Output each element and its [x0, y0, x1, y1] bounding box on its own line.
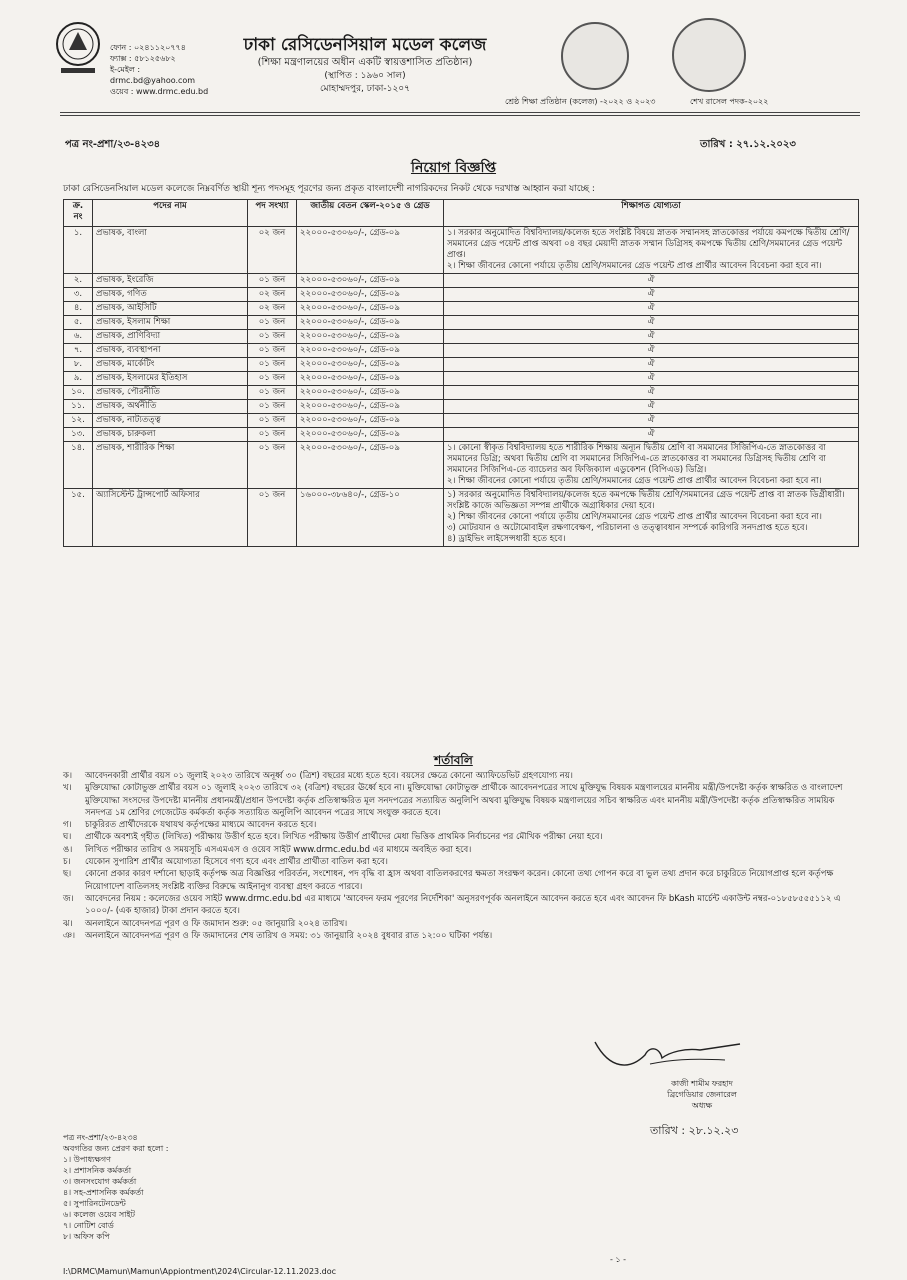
- condition-item: [63, 868, 863, 893]
- col-scale: জাতীয় বেতন স্কেল-২০১৫ ও গ্রেড: [297, 200, 444, 227]
- table-row: [64, 400, 859, 414]
- table-row: [64, 227, 859, 274]
- intro-text: ঢাকা রেসিডেনসিয়াল মডেল কলেজে নিম্নবর্ণিত স্থায়ী শূন্য পদসমূহ পূরণের জন্য প্রকৃত বাংলাদেশী নাগরিকদের নিকট থেকে দরখাস্ত আহ্বান করা যাচ্ছে :: [63, 184, 595, 194]
- condition-key: গ।: [63, 820, 72, 831]
- condition-key: ক।: [63, 771, 72, 781]
- cell-qualification: ঐ: [444, 344, 859, 358]
- cell-post: প্রভাষক, মার্কেটিং: [93, 358, 248, 372]
- cell-count: ০২ জন: [248, 302, 297, 316]
- cell-count: ০২ জন: [248, 227, 297, 274]
- college-logo: [55, 18, 101, 78]
- col-post: পদের নাম: [93, 200, 248, 227]
- condition-item: [63, 770, 863, 782]
- cell-scale: ২২০০০-৫৩০৬০/-, গ্রেড-০৯: [297, 414, 444, 428]
- cell-sl: ৩.: [64, 288, 93, 302]
- cell-sl: ৮.: [64, 358, 93, 372]
- cell-qualification: ঐ: [444, 400, 859, 414]
- signatory-title: অধ্যক্ষ: [691, 1101, 713, 1110]
- cell-post: প্রভাষক, ইংরেজি: [93, 274, 248, 288]
- table-row: [64, 442, 859, 489]
- condition-text: অনলাইনে আবেদনপত্র পূরণ ও ফি জমাদানের শেষ তারিখ ও সময়: ৩১ জানুয়ারি ২০২৪ বুধবার রাত ১২:০০ ঘটিকা পর্যন্ত।: [85, 930, 493, 941]
- copy-intro: অবগতির জন্য প্রেরণ করা হলো :: [63, 1144, 169, 1153]
- signature-date: তারিখ : ২৮.১২.২৩: [650, 1124, 739, 1137]
- cell-count: ০১ জন: [248, 414, 297, 428]
- cell-sl: ৫.: [64, 316, 93, 330]
- cell-post: প্রভাষক, ইসলামের ইতিহাস: [93, 372, 248, 386]
- cell-scale: ২২০০০-৫৩০৬০/-, গ্রেড-০৯: [297, 288, 444, 302]
- recipient-item: ৪। সহ-প্রশাসনিক কর্মকর্তা: [63, 1188, 144, 1197]
- condition-text: আবেদনকারী প্রার্থীর বয়স ০১ জুলাই ২০২৩ তারিখে অনূর্ধ্ব ৩০ (ত্রিশ) বছরের মধ্যে হতে হবে। বয়সের ক্ষেত্রে কোনো অ্যাফিডেভিট গ্রহণযোগ্য নয়।: [85, 771, 573, 781]
- cell-qualification: ১। সরকার অনুমোদিত বিশ্ববিদ্যালয়/কলেজ হতে সংশ্লিষ্ট বিষয়ে স্নাতক সম্মানসহ স্নাতকোত্তর পর্যায়ে কমপক্ষে দ্বিতীয় শ্রেণি/সমমানের গ্রেড পয়েন্ট প্রাপ্ত অথবা ০৪ বছর মেয়াদী স্নাতক সম্মান ডিগ্রিসহ কমপক্ষে দ্বিতীয় শ্রেণি/সমমানের গ্রেড পয়েন্ট প্রাপ্ত। ২। শিক্ষা জীবনের কোনো পর্যায়ে তৃতীয় শ্রেণি/সমমানের গ্রেড পয়েন্ট প্রাপ্ত প্রার্থীর আবেদন বিবেচনা করা হবে না।: [444, 227, 859, 274]
- cell-qualification: ঐ: [444, 274, 859, 288]
- cell-qualification: ঐ: [444, 414, 859, 428]
- condition-item: [63, 819, 863, 831]
- cell-count: ০১ জন: [248, 274, 297, 288]
- phone: ফোন : ০২৪১১২০৭৭৪: [110, 43, 186, 52]
- cell-count: ০১ জন: [248, 400, 297, 414]
- notice-date: তারিখ : ২৭.১২.২০২৩: [700, 139, 796, 150]
- condition-key: ঙ।: [63, 844, 73, 855]
- cell-qualification: ঐ: [444, 316, 859, 330]
- recipient-item: ৮। অফিস কপি: [63, 1232, 110, 1241]
- recipient-item: ২। প্রশাসনিক কর্মকর্তা: [63, 1166, 132, 1175]
- website: ওয়েব : www.drmc.edu.bd: [110, 87, 209, 96]
- cell-post: প্রভাষক, আইসিটি: [93, 302, 248, 316]
- condition-text: আবেদনের নিয়ম : কলেজের ওয়েব সাইট www.drmc.edu.bd এর মাধ্যমে 'আবেদন ফরম পূরণের নির্দেশিকা' অনুসরণপূর্বক অনলাইনে আবেদন করতে হবে এবং আবেদন ফি bKash মার্চেন্ট একাউন্ট নম্বর-০১৮৫৮৫৫৫১১২ এ ১০০০/- (এক হাজার) টাকা প্রদান করতে হবে।: [85, 893, 841, 917]
- cell-qualification: ঐ: [444, 288, 859, 302]
- award-emblem-2: [672, 18, 746, 92]
- cell-scale: ১৬০০০-৩৮৬৪০/-, গ্রেড-১০: [297, 489, 444, 547]
- cell-sl: ১০.: [64, 386, 93, 400]
- college-subtitle: (শিক্ষা মন্ত্রণালয়ের অধীন একটি স্বায়ত্তশাসিত প্রতিষ্ঠান): [257, 57, 473, 68]
- cell-count: ০১ জন: [248, 489, 297, 547]
- award-2: শেখ রাসেল পদক-২০২২: [690, 97, 769, 106]
- signature: [590, 1030, 750, 1075]
- cell-sl: ৪.: [64, 302, 93, 316]
- cell-scale: ২২০০০-৫৩০৬০/-, গ্রেড-০৯: [297, 386, 444, 400]
- cell-count: ০১ জন: [248, 330, 297, 344]
- cell-sl: ১৫.: [64, 489, 93, 547]
- college-name: ঢাকা রেসিডেনসিয়াল মডেল কলেজ: [243, 35, 487, 55]
- condition-text: যেকোন সুপারিশ প্রার্থীর অযোগ্যতা হিসেবে গণ্য হবে এবং প্রার্থীর প্রার্থীতা বাতিল করা হবে।: [85, 857, 388, 868]
- col-count: পদ সংখ্যা: [248, 200, 297, 227]
- recipient-item: ৫। সুপারিনটেনডেন্ট: [63, 1199, 126, 1208]
- cell-post: প্রভাষক, ইসলাম শিক্ষা: [93, 316, 248, 330]
- cell-scale: ২২০০০-৫৩০৬০/-, গ্রেড-০৯: [297, 344, 444, 358]
- cell-sl: ১১.: [64, 400, 93, 414]
- cell-post: প্রভাষক, অর্থনীতি: [93, 400, 248, 414]
- cell-post: প্রভাষক, শারীরিক শিক্ষা: [93, 442, 248, 489]
- cell-post: অ্যাসিস্টেন্ট ট্রান্সপোর্ট অফিসার: [93, 489, 248, 547]
- condition-key: ছ।: [63, 869, 72, 880]
- cell-sl: ২.: [64, 274, 93, 288]
- cell-count: ০১ জন: [248, 372, 297, 386]
- vacancy-table: [63, 199, 859, 547]
- cell-scale: ২২০০০-৫৩০৬০/-, গ্রেড-০৯: [297, 400, 444, 414]
- condition-text: চাকুরিরত প্রার্থীদেরকে যথাযথ কর্তৃপক্ষের মাধ্যমে আবেদন করতে হবে।: [85, 820, 317, 831]
- cell-post: প্রভাষক, চারুকলা: [93, 428, 248, 442]
- cell-count: ০১ জন: [248, 344, 297, 358]
- memo-number: পত্র নং-প্রশা/২৩-৪২৩৪: [65, 139, 161, 150]
- table-row: [64, 358, 859, 372]
- condition-text: লিখিত পরীক্ষার তারিখ ও সময়সূচি এসএমএস ও ওয়েব সাইট www.drmc.edu.bd এর মাধ্যমে অবহিত করা হবে।: [85, 844, 472, 855]
- cell-post: প্রভাষক, ব্যবস্থাপনা: [93, 344, 248, 358]
- address: মোহাম্মদপুর, ঢাকা-১২০৭: [319, 84, 411, 94]
- cell-post: প্রভাষক, নাট্যতত্ত্ব: [93, 414, 248, 428]
- recipient-item: ৩। জনসংযোগ কর্মকর্তা: [63, 1177, 137, 1186]
- condition-item: [63, 918, 863, 930]
- cell-qualification: ঐ: [444, 330, 859, 344]
- condition-text: কোনো প্রকার কারণ দর্শানো ছাড়াই কর্তৃপক্ষ অত্র বিজ্ঞপ্তির পরিবর্তন, সংশোধন, পদ বৃদ্ধি বা হ্রাস অথবা বাতিলকরণের ক্ষমতা সংরক্ষণ করেন। কোনো তথ্য গোপন করে বা ভুল তথ্য প্রদান করে চাকুরিতে নিয়োগপ্রাপ্ত হলে কর্তৃপক্ষ নিয়োগাদেশ বাতিলসহ সংশ্লিষ্ট ব্যক্তির বিরুদ্ধে আইনানুগ ব্যবস্থা গ্রহণ করতে পারবে।: [85, 869, 834, 892]
- table-row: [64, 414, 859, 428]
- cell-scale: ২২০০০-৫৩০৬০/-, গ্রেড-০৯: [297, 316, 444, 330]
- cell-post: প্রভাষক, পৌরনীতি: [93, 386, 248, 400]
- conditions-title: শর্তাবলি: [434, 753, 473, 767]
- table-row: [64, 288, 859, 302]
- condition-key: ঞ।: [63, 930, 76, 941]
- table-row: [64, 330, 859, 344]
- cell-count: ০১ জন: [248, 442, 297, 489]
- cell-sl: ১.: [64, 227, 93, 274]
- recipient-item: ১। উপাধ্যক্ষগণ: [63, 1155, 111, 1164]
- col-sl: ক্র. নং: [64, 200, 93, 227]
- cell-scale: ২২০০০-৫৩০৬০/-, গ্রেড-০৯: [297, 442, 444, 489]
- copy-memo-number: পত্র নং-প্রশা/২৩-৪২৩৪: [63, 1133, 138, 1142]
- cell-count: ০২ জন: [248, 288, 297, 302]
- cell-count: ০১ জন: [248, 386, 297, 400]
- fax: ফ্যাক্স : ৫৮১২৫৬৮২: [110, 54, 176, 63]
- recipient-item: ৭। নোটিশ বোর্ড: [63, 1221, 114, 1230]
- table-header-row: [64, 200, 859, 227]
- condition-key: ঘ।: [63, 832, 72, 843]
- cell-scale: ২২০০০-৫৩০৬০/-, গ্রেড-০৯: [297, 372, 444, 386]
- cell-count: ০১ জন: [248, 316, 297, 330]
- file-path: I:\DRMC\Mamun\Mamun\Appiontment\2024\Circular-12.11.2023.doc: [63, 1267, 337, 1276]
- cell-scale: ২২০০০-৫৩০৬০/-, গ্রেড-০৯: [297, 274, 444, 288]
- cell-qualification: ঐ: [444, 358, 859, 372]
- signatory-rank: ব্রিগেডিয়ার জেনারেল: [667, 1090, 737, 1099]
- condition-item: [63, 844, 863, 856]
- table-row: [64, 274, 859, 288]
- cell-post: প্রভাষক, বাংলা: [93, 227, 248, 274]
- cell-sl: ৬.: [64, 330, 93, 344]
- recipient-item: ৬। কলেজ ওয়েব সাইট: [63, 1210, 136, 1219]
- cell-qualification: ১) সরকার অনুমোদিত বিশ্ববিদ্যালয়/কলেজ হতে কমপক্ষে দ্বিতীয় শ্রেণি/সমমানের গ্রেড পয়েন্ট প্রাপ্ত বা স্নাতক ডিগ্রীধারী। সংশ্লিষ্ট কাজে অভিজ্ঞতা সম্পন্ন প্রার্থীকে অগ্রাধিকার দেয়া হবে। ২) শিক্ষা জীবনের কোনো পর্যায়ে তৃতীয় শ্রেণি/সমমানের গ্রেড পয়েন্ট প্রাপ্ত প্রার্থীর আবেদন বিবেচনা করা হবে না। ৩) মোটরযান ও অটোমোবাইল রক্ষণাবেক্ষণ, পরিচালনা ও তত্ত্বাবধান সম্পর্কে কারিগরি সনদপ্রাপ্ত হতে হবে। ৪) ড্রাইভিং লাইসেন্সধারী হতে হবে।: [444, 489, 859, 547]
- table-row: [64, 386, 859, 400]
- condition-key: চ।: [63, 857, 71, 868]
- cell-post: প্রভাষক, প্রাণিবিদ্যা: [93, 330, 248, 344]
- notice-title: নিয়োগ বিজ্ঞপ্তি: [410, 160, 497, 176]
- award-1: শ্রেষ্ঠ শিক্ষা প্রতিষ্ঠান (কলেজ) -২০২২ ও ২০২৩: [505, 97, 656, 106]
- cell-qualification: ঐ: [444, 428, 859, 442]
- condition-key: খ।: [63, 783, 72, 794]
- cell-qualification: ঐ: [444, 302, 859, 316]
- cell-sl: ৯.: [64, 372, 93, 386]
- cell-qualification: ১। কোনো স্বীকৃত বিশ্ববিদ্যালয় হতে শারীরিক শিক্ষায় অন্যূন দ্বিতীয় শ্রেণি বা সমমানের সিজিপিএ-তে স্নাতকোত্তর বা সমমানের ডিগ্রি; অথবা দ্বিতীয় শ্রেণি বা সমমানের সিজিপিএ-তে স্নাতকোত্তর বা সমমানের ডিগ্রিসহ দ্বিতীয় শ্রেণি বা সমমানের সিজিপিএ-তে ব্যাচেলর অব ফিজিক্যাল এডুকেশন (বিপিএড) ডিগ্রি। ২। শিক্ষা জীবনের কোনো পর্যায়ে তৃতীয় শ্রেণি/সমমানের গ্রেড পয়েন্ট প্রাপ্ত প্রার্থীর আবেদন বিবেচনা করা হবে না।: [444, 442, 859, 489]
- table-row: [64, 428, 859, 442]
- signatory-name: কাজী শামীম ফরহাদ: [671, 1079, 733, 1088]
- condition-text: মুক্তিযোদ্ধা কোটাভুক্ত প্রার্থীর বয়স ০১ জুলাই ২০২৩ তারিখে ৩২ (বত্রিশ) বছরের ঊর্ধ্বে হবে না। মুক্তিযোদ্ধা কোটাভুক্ত প্রার্থীকে আবেদনপত্রের সাথে মুক্তিযুদ্ধ বিষয়ক মন্ত্রণালয়ের মাননীয় মন্ত্রী/উপদেষ্টা কর্তৃক স্বাক্ষরিত ও বাংলাদেশ মুক্তিযোদ্ধা সংসদের উপদেষ্টা মাননীয় প্রধানমন্ত্রী/প্রধান উপদেষ্টা কর্তৃক প্রতিস্বাক্ষরিত মূল সনদপত্রের সত্যায়িত অনুলিপি অথবা মুক্তিযুদ্ধ বিষয়ক মন্ত্রণালয়ের সচিব স্বাক্ষরিত এবং মাননীয় মন্ত্রী/উপদেষ্টা কর্তৃক প্রতিস্বাক্ষরিত সাময়িক সনদপত্র ১ম শ্রেণির গেজেটেড কর্মকর্তা কর্তৃক সত্যায়িত অনুলিপি আবেদন পত্রের সাথে সংযুক্ত করতে হবে।: [85, 783, 843, 818]
- table-row: [64, 302, 859, 316]
- table-row: [64, 372, 859, 386]
- condition-item: [63, 893, 863, 918]
- cell-scale: ২২০০০-৫৩০৬০/-, গ্রেড-০৯: [297, 302, 444, 316]
- cell-qualification: ঐ: [444, 372, 859, 386]
- condition-item: [63, 782, 863, 819]
- condition-text: প্রার্থীকে অবশ্যই গৃহীত (লিখিত) পরীক্ষায় উত্তীর্ণ হতে হবে। লিখিত পরীক্ষায় উত্তীর্ণ প্রার্থীদের মেধা ভিত্তিক প্রাথমিক নির্বাচনের পর মৌখিক পরীক্ষা নেয়া হবে।: [85, 832, 603, 843]
- cell-sl: ১৩.: [64, 428, 93, 442]
- cell-count: ০১ জন: [248, 428, 297, 442]
- col-qualification: শিক্ষাগত যোগ্যতা: [444, 200, 859, 227]
- award-emblem-1: [561, 22, 629, 90]
- condition-item: [63, 930, 863, 942]
- condition-item: [63, 831, 863, 843]
- established: (স্থাপিত : ১৯৬০ সাল): [324, 71, 406, 81]
- page-number: - ১ -: [610, 1255, 627, 1264]
- cell-scale: ২২০০০-৫৩০৬০/-, গ্রেড-০৯: [297, 428, 444, 442]
- recipient-list: [63, 1154, 263, 1242]
- cell-scale: ২২০০০-৫৩০৬০/-, গ্রেড-০৯: [297, 330, 444, 344]
- email: ই-মেইল : drmc.bd@yahoo.com: [110, 65, 196, 85]
- table-row: [64, 489, 859, 547]
- condition-key: জ।: [63, 893, 74, 904]
- cell-sl: ১২.: [64, 414, 93, 428]
- table-row: [64, 316, 859, 330]
- cell-scale: ২২০০০-৫৩০৬০/-, গ্রেড-০৯: [297, 227, 444, 274]
- condition-key: ঝ।: [63, 918, 73, 929]
- table-row: [64, 344, 859, 358]
- cell-count: ০১ জন: [248, 358, 297, 372]
- condition-text: অনলাইনে আবেদনপত্র পূরণ ও ফি জমাদান শুরু: ০৫ জানুয়ারি ২০২৪ তারিখ।: [85, 918, 348, 929]
- cell-qualification: ঐ: [444, 386, 859, 400]
- cell-sl: ১৪.: [64, 442, 93, 489]
- cell-scale: ২২০০০-৫৩০৬০/-, গ্রেড-০৯: [297, 358, 444, 372]
- condition-item: [63, 856, 863, 868]
- conditions-list: [63, 770, 863, 942]
- cell-post: প্রভাষক, গণিত: [93, 288, 248, 302]
- cell-sl: ৭.: [64, 344, 93, 358]
